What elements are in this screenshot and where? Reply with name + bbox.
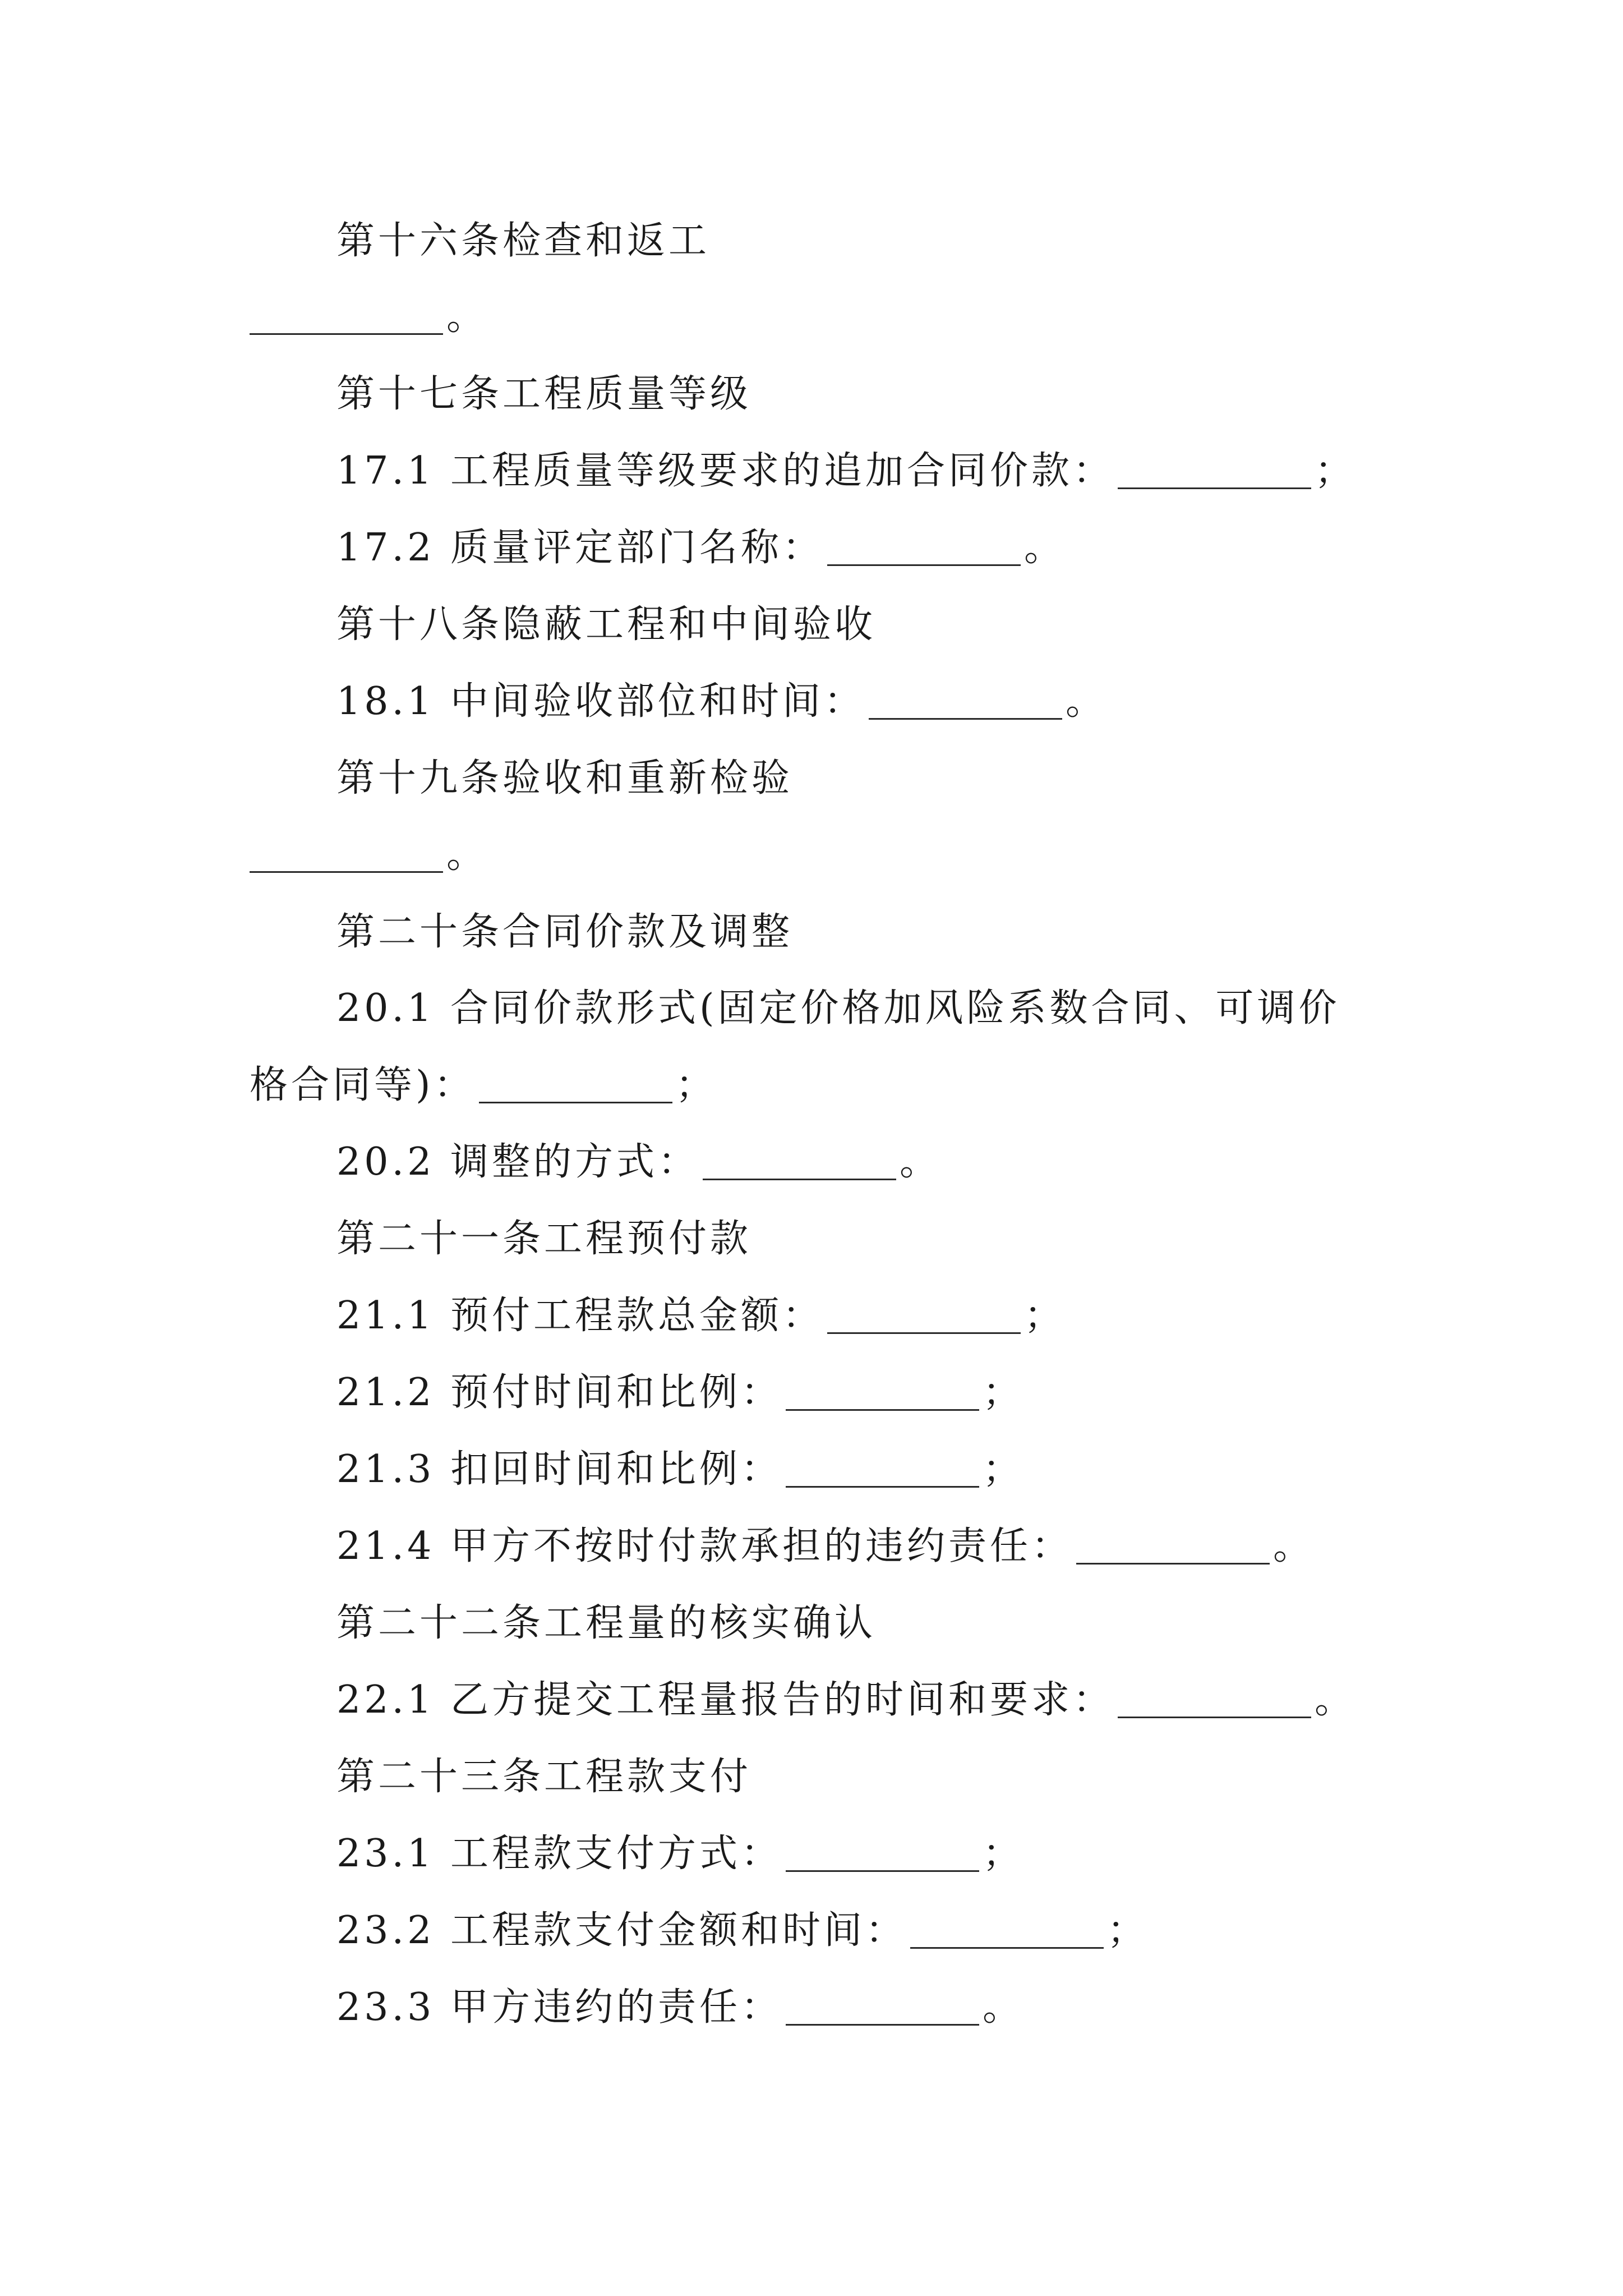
fill-in-blank xyxy=(1076,1525,1270,1565)
clause-21-1: 21.1 预付工程款总金额： ； xyxy=(336,1294,1066,1338)
fill-in-blank xyxy=(786,1832,979,1872)
fill-in-blank xyxy=(250,833,443,873)
clause-20-1-line-2: 格合同等)： ； xyxy=(250,1063,717,1107)
article-17-heading: 第十七条工程质量等级 xyxy=(336,372,752,416)
article-20-heading: 第二十条合同价款及调整 xyxy=(336,910,794,954)
clause-21-3: 21.3 扣回时间和比例： ； xyxy=(336,1447,1025,1492)
fill-in-blank xyxy=(869,680,1062,720)
clause-22-1: 22.1 乙方提交工程量报告的时间和要求： 。 xyxy=(336,1678,1357,1722)
article-19-heading: 第十九条验收和重新检验 xyxy=(336,756,794,800)
article-22-heading: 第二十二条工程量的核实确认 xyxy=(336,1601,877,1645)
clause-23-1: 23.1 工程款支付方式： ； xyxy=(336,1832,1025,1876)
clause-17-1: 17.1 工程质量等级要求的追加合同价款： ； xyxy=(336,449,1357,493)
fill-in-blank xyxy=(786,1371,979,1411)
clause-18-1: 18.1 中间验收部位和时间： 。 xyxy=(336,679,1108,724)
fill-in-blank xyxy=(786,1448,979,1488)
fill-in-blank xyxy=(479,1064,672,1103)
article-23-heading: 第二十三条工程款支付 xyxy=(336,1755,752,1799)
clause-21-2: 21.2 预付时间和比例： ； xyxy=(336,1370,1025,1415)
fill-in-blank xyxy=(1118,1678,1311,1718)
fill-in-blank xyxy=(827,1294,1021,1334)
article-18-heading: 第十八条隐蔽工程和中间验收 xyxy=(336,602,877,647)
article-16-body: 。 xyxy=(250,292,488,342)
clause-20-1-line-1: 20.1 合同价款形式(固定价格加风险系数合同、可调价 xyxy=(336,986,1340,1030)
fill-in-blank xyxy=(1118,449,1311,489)
article-19-body: 。 xyxy=(250,830,488,880)
clause-21-4: 21.4 甲方不按时付款承担的违约责任： 。 xyxy=(336,1524,1315,1568)
fill-in-blank xyxy=(786,1986,979,2026)
fill-in-blank xyxy=(910,1909,1104,1949)
fill-in-blank xyxy=(703,1140,896,1180)
fill-in-blank xyxy=(250,295,443,335)
fill-in-blank xyxy=(827,526,1021,566)
clause-20-2: 20.2 调整的方式： 。 xyxy=(336,1140,942,1184)
article-21-heading: 第二十一条工程预付款 xyxy=(336,1217,752,1261)
article-16-heading: 第十六条检查和返工 xyxy=(336,219,711,263)
clause-23-2: 23.2 工程款支付金额和时间： ； xyxy=(336,1908,1149,1953)
clause-23-3: 23.3 甲方违约的责任： 。 xyxy=(336,1985,1025,2030)
clause-17-2: 17.2 质量评定部门名称： 。 xyxy=(336,526,1066,570)
